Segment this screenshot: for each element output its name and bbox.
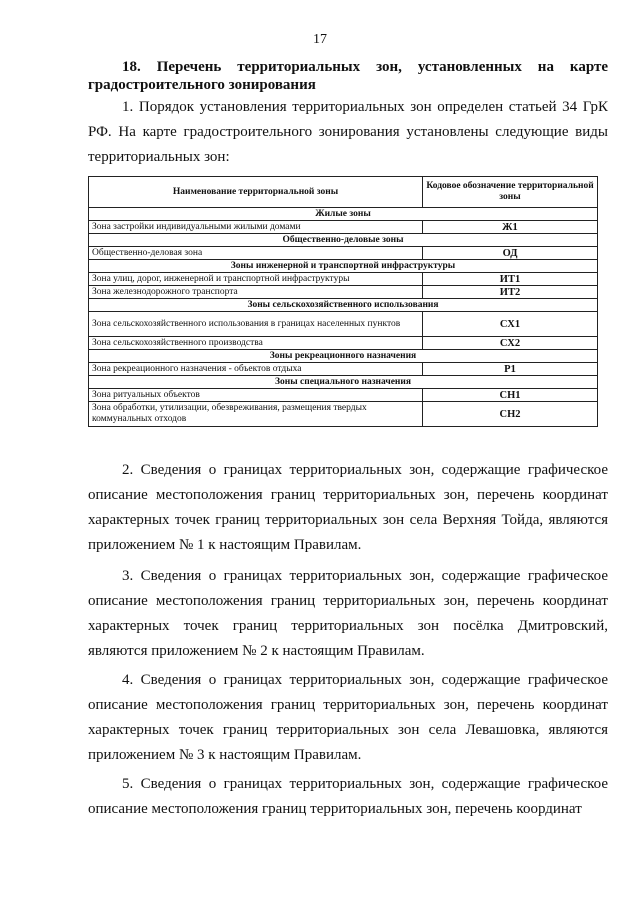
group-title: Зоны инженерной и транспортной инфраструктуры xyxy=(89,260,598,273)
zone-code: СН1 xyxy=(423,389,598,402)
paragraph-5: 5. Сведения о границах территориальных зон, содержащие графическое описание местоположения границ территориальных зон, перечень координат xyxy=(88,776,608,817)
zone-code: СХ2 xyxy=(423,337,598,350)
zone-name: Общественно-деловая зона xyxy=(89,247,423,260)
group-row xyxy=(89,260,598,273)
zone-name: Зона железнодорожного транспорта xyxy=(89,286,423,299)
zone-name: Зона сельскохозяйственного использования в границах населенных пунктов xyxy=(89,312,423,337)
table-row xyxy=(89,247,598,260)
paragraph-3: 3. Сведения о границах территориальных зон, содержащие графическое описание местоположения границ территориальных зон, перечень координат характерных точек границ территориальных зон посёлка Дмитровский, являются приложением № 2 к настоящим Правилам. xyxy=(88,568,608,659)
section-title: 18. Перечень территориальных зон, установленных на карте градостроительного зонирования xyxy=(88,59,608,93)
paragraph-4: 4. Сведения о границах территориальных зон, содержащие графическое описание местоположения границ территориальных зон, перечень координат характерных точек границ территориальных зон села Левашовка, являются приложением № 3 к настоящим Правилам. xyxy=(88,672,608,763)
group-row xyxy=(89,208,598,221)
paragraph-2: 2. Сведения о границах территориальных зон, содержащие графическое описание местоположения границ территориальных зон, перечень координат характерных точек границ территориальных зон села Верхняя Тойда, являются приложением № 1 к настоящим Правилам. xyxy=(88,462,608,553)
zone-code: ИТ2 xyxy=(423,286,598,299)
group-row xyxy=(89,376,598,389)
table-row xyxy=(89,286,598,299)
table-row xyxy=(89,221,598,234)
page-number: 17 xyxy=(313,32,327,47)
zone-name: Зона улиц, дорог, инженерной и транспортной инфраструктуры xyxy=(89,273,423,286)
group-title: Зоны сельскохозяйственного использования xyxy=(89,299,598,312)
table-row xyxy=(89,312,598,337)
group-title: Зоны специального назначения xyxy=(89,376,598,389)
table-row xyxy=(89,337,598,350)
zone-name: Зона ритуальных объектов xyxy=(89,389,423,402)
group-row xyxy=(89,350,598,363)
zones-table xyxy=(88,176,598,427)
group-title: Зоны рекреационного назначения xyxy=(89,350,598,363)
header-zone-name: Наименование территориальной зоны xyxy=(89,177,423,208)
table-row xyxy=(89,363,598,376)
table-row xyxy=(89,389,598,402)
zone-code: СН2 xyxy=(423,402,598,427)
zone-name: Зона рекреационного назначения - объектов отдыха xyxy=(89,363,423,376)
zone-name: Зона застройки индивидуальными жилыми домами xyxy=(89,221,423,234)
zone-name: Зона обработки, утилизации, обезвреживания, размещения твердых коммунальных отходов xyxy=(89,402,423,427)
paragraph-1: 1. Порядок установления территориальных зон определен статьей 34 ГрК РФ. На карте градостроительного зонирования установлены следующие виды территориальных зон: xyxy=(88,99,608,165)
table-row xyxy=(89,402,598,427)
zone-code: СХ1 xyxy=(423,312,598,337)
header-zone-code: Кодовое обозначение территориальной зоны xyxy=(423,177,598,208)
zone-code: ОД xyxy=(423,247,598,260)
zone-code: Р1 xyxy=(423,363,598,376)
group-title: Жилые зоны xyxy=(89,208,598,221)
zone-code: Ж1 xyxy=(423,221,598,234)
table-row xyxy=(89,273,598,286)
group-title: Общественно-деловые зоны xyxy=(89,234,598,247)
group-row xyxy=(89,299,598,312)
zone-name: Зона сельскохозяйственного производства xyxy=(89,337,423,350)
group-row xyxy=(89,234,598,247)
table-header-row xyxy=(89,177,598,208)
zone-code: ИТ1 xyxy=(423,273,598,286)
